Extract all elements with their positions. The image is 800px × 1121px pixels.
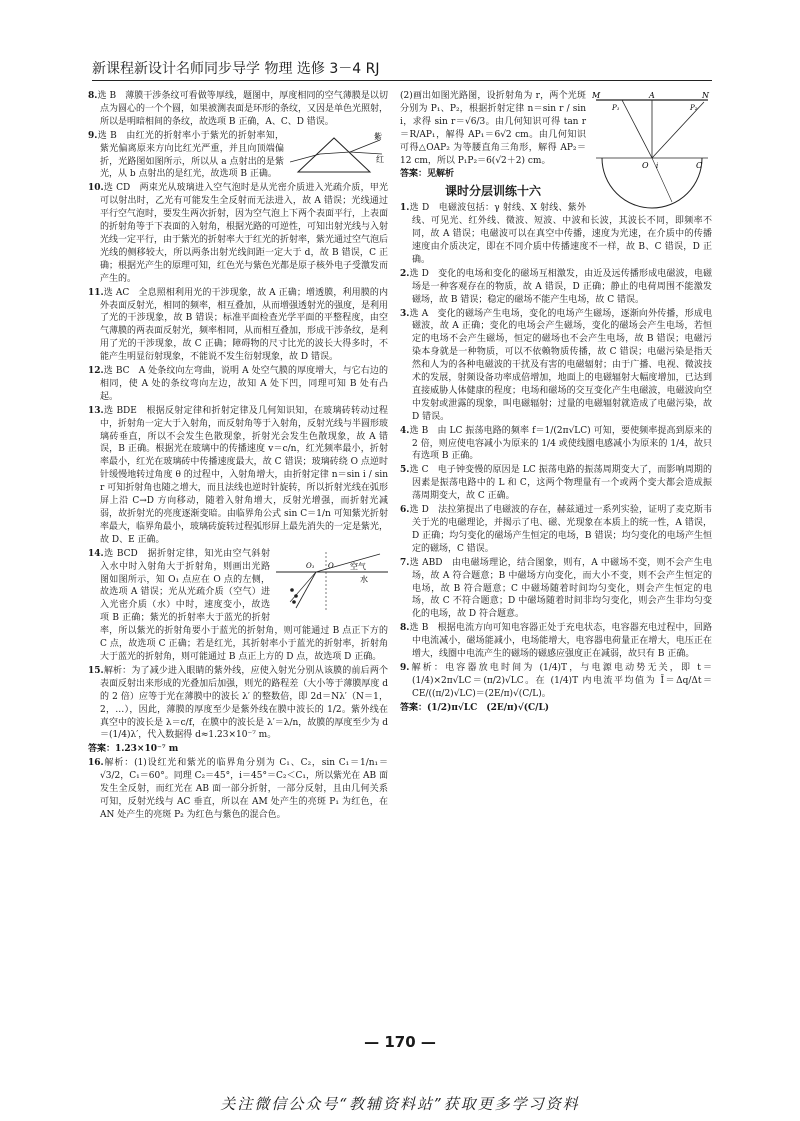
item-text: 选 C 电子钟变慢的原因是 LC 振荡电路的振荡周期变大了，而影响周期的因素是振荡电路中的 L 和 C，这两个物理量有一个或两个变大都会造成振荡周期变大，故 C 正确。 [409,465,712,502]
item-number: 9. [400,662,410,673]
item-number: 12. [88,366,104,377]
item-text: 解析：电容器放电时间为 (1/4)T，与电源电动势无关，即 t＝(1/4)×2π√LC＝(π/2)√LC。在 (1/4)T 内电流平均值为 Ī＝Δq/Δt＝CE/((π/2)√LC)＝(2E/π)√(C/L)。 [409,662,712,699]
item-number: 16. [88,758,104,769]
item-number: 1. [400,203,410,214]
item-number: 7. [400,557,410,568]
answer-item-12 [88,365,388,404]
footer-note: 关注微信公众号“教辅资料站”获取更多学习资料 [220,1095,580,1113]
left-column [88,90,388,823]
fig14-label-water: 水 [360,574,368,584]
answer-item-r9 [400,662,712,701]
answer-item-r5 [400,464,712,503]
item-number: 9. [88,130,98,141]
header-rule [92,80,712,81]
answer-item-9 [88,130,388,182]
answer-item-11 [88,287,388,364]
semicircle-figure [592,92,712,212]
item-text: 选 B 根据电流方向可知电容器正处于充电状态，电容器充电过程中，回路中电流减小，磁场能减小，电场能增大，电容器电荷量正在增大，电压正在增大，线圈中电流产生的磁场的磁感应强度正在减弱，故只有 B 正确。 [409,623,712,660]
page-number: — 170 — [364,1033,436,1051]
item-number: 13. [88,405,104,416]
item-text: 解析：(1)设红光和紫光的临界角分别为 C₁、C₂，sin C₁＝1/n₁＝√3/2，C₁＝60°。同理 C₂＝45°，i＝45°＝C₂＜C₁，所以紫光在 AB 面发生全反射，而红光在 AB 面一部分折射，一部分反射，且由几何关系可知，反射光线与 AC 垂直，所以在 AM 处产生的亮斑 P₁ 为红色，在 AN 处产生的亮斑 P₂ 为红色与紫色的混合色。 [100,758,388,820]
item-number: 10. [88,183,104,194]
fig16-label-C: C [696,161,703,170]
item-number: 8. [88,91,98,101]
answer-item-8 [88,90,388,129]
fig16-label-P2: P₂ [690,104,698,112]
fig14-label-o: O [328,561,334,570]
fig16-label-N: N [702,92,709,100]
fig9-label-red: 红 [376,154,384,164]
fig14-label-o1: O₁ [306,561,315,570]
running-header: 新课程新设计名师同步导学 物理 选修 3－4 RJ [92,61,380,77]
item-text: 选 BDE 根据反射定律和折射定律及几何知识知，在玻璃砖转动过程中，折射角一定大于入射角，而反射角等于入射角，反射光线与半圆形玻璃砖垂直，所以不会发生色散现象，折射光会发生色散现象，故 A 错误，B 正确。根据光在玻璃中的传播速度 v＝c/n，红光频率最小，折射率最小，红光在玻璃砖中传播速度最大，故 C 错误；玻璃砖绕 O 点逆时针缓慢地转过角度 θ 的过程中，入射角增大，由折射定律 n＝sin i / sin r 可知折射角也随之增大，而且法线也逆时针旋转，所以折射光线在弧形屏上沿 C→D 方向移动，随着入射角增大，反射光增强，而折射光减弱，故折射光的亮度逐渐变暗。由临界角公式 sin C＝1/n 可知紫光折射率最大，临界角最小，玻璃砖旋转过程弧形屏上最先消失的一定是紫光，故 D、E 正确。 [100,405,389,545]
answer-item-r6 [400,504,712,556]
item-text: 选 B 由 LC 振荡电路的频率 f＝1/(2π√LC) 可知，要使频率提高到原来的 2 倍，则应使电容减小为原来的 1/4 或使线圈电感减小为原来的 1/4，故只有选项 B 正确。 [409,425,712,462]
fig16-label-i: i [656,162,659,170]
fig14-label-air: 空气 [350,561,366,571]
item-text: 选 B 由红光的折射率小于紫光的折射率知，紫光偏离原来方向比红光严重，并且向顶端偏折，光路图如图所示，所以从 a 点射出的是紫光，从 b 点射出的是红光，故选项 B 正确。 [97,130,284,180]
fig16-label-A: A [649,92,655,100]
fig9-label-violet: 紫 [374,131,382,141]
item-number: 4. [400,425,410,436]
item-text: 选 AC 全息照相利用光的干涉现象，故 A 正确；增透膜，利用膜的内外表面反射光，相同的频率，相互叠加，从而增强透射光的强度，是利用了光的干涉现象，故 B 错误；标准平面检查光学平面的平整程度，由空气薄膜的两表面反射光，频率相同，从而相互叠加，形成干涉条纹，是利用了光的干涉现象，故 C 正确；障碍物的尺寸比光的波长大得多时，不能产生明显衍射现象，不能说不发生衍射现象，故 D 错误。 [100,287,389,363]
item-number: 11. [88,287,104,298]
item-text: 选 A 变化的磁场产生电场，变化的电场产生磁场，逐渐向外传播，形成电磁波，故 A 正确；变化的电场会产生磁场，变化的磁场会产生电场，若恒定的电场不会产生磁场，恒定的磁场也不会产生电场，故 B 错误；电磁污染本身就是一种物质，可以不依赖物质传播，故 C 错误；电磁污染是指天然和人为的各种电磁波的干扰及有害的电磁辐射；由于广播、电视、微波技术的发展，射频设备功率成倍增加，地面上的电磁辐射大幅度增加，已达到直接威胁人体健康的程度；电场和磁场的交互变化产生电磁波，电磁波向空中发射或泄露的现象，叫电磁辐射；过量的电磁辐射就造成了电磁污染，故 D 错误。 [409,308,712,422]
right-column [400,90,712,716]
item-text: 选 D 变化的电场和变化的磁场互相激发，由近及远传播形成电磁波，电磁场是一种客观存在的物质，故 A 错误，D 正确；静止的电荷周围不能激发磁场，故 B 错误；稳定的磁场不能产生电场，故 C 错误。 [409,268,712,305]
item-text: 选 D 法拉第提出了电磁波的存在，赫兹通过一系列实验，证明了麦克斯韦关于光的电磁理论，并揭示了电、磁、光现象在本质上的统一性，A 错误，D 正确；均匀变化的磁场产生恒定的电场，B 错误；均匀变化的电场产生恒定的磁场，C 错误。 [409,505,712,554]
item-text: 选 BCD 据折射定律，知光由空气斜射入水中时入射角大于折射角，则画出光路图如图所示，知 O₁ 点应在 O 点的左侧，故选项 A 错误；光从光疏介质（空气）进入光密介质（水）中时，速度变小，故选项 B 正确；紫光的折射率大于蓝光的折射率，所以紫光的折射角要小于蓝光的折射角，则可能通过 B 点正下方的 C 点，故选项 C 正确；若是红光，其折射率小于蓝光的折射率，折射角大于蓝光的折射角，则可能通过 B 点正上方的 D 点，故选项 D 正确。 [100,548,388,662]
answer-15-final: 答案：1.23×10⁻⁷ m [88,744,179,755]
item-text: 选 D 电磁波包括：γ 射线、X 射线、紫外线、可见光、红外线、微波、短波、中波和长波，其波长不同，即频率不同，故 A 错误；电磁波可以在真空中传播，速度为光速，在介质中的传播速度由介质决定，即在不同介质中传播速度不一样，故 B、C 错误，D 正确。 [409,203,712,265]
answer-item-r3 [400,308,712,424]
answer-r9-final: 答案：(1/2)π√LC (2E/π)√(C/L) [400,702,550,713]
item-number: 8. [400,623,410,634]
item-number: 5. [400,465,410,476]
item-number: 15. [88,665,104,676]
item-number: 6. [400,505,410,516]
item-number: 2. [400,268,410,279]
item-text: 选 B 薄膜干涉条纹可看做等厚线，题图中，厚度相同的空气薄膜是以切点为圆心的一个个圆，如果被测表面是环形的条纹，又因是单色光照射，所以是明暗相间的条纹，故选项 B 正确，A、C、D 错误。 [97,91,389,127]
item-text: 选 BC A 处条纹向左弯曲，说明 A 处空气膜的厚度增大，与它右边的相同，使 A 处的条纹弯向左边，故知 A 处下凹，同理可知 B 处有凸起。 [100,366,388,402]
answer-item-r4 [400,425,712,464]
refraction-figure [276,550,388,612]
item-text: (2)画出如图光路图，设折射角为 r，两个光斑分别为 P₁、P₂，根据折射定律 n＝sin r / sin i，求得 sin r＝√6/3。由几何知识可得 tan r＝R/AP₁，解得 AP₁＝6√2 cm。由几何知识可得△OAP₂ 为等腰直角三角形，解得 AP₂＝12 cm，所以 P₁P₂＝6(√2＋2) cm。 [400,91,586,166]
answer-item-10 [88,182,388,285]
item-text: 解析：为了减少进入眼睛的紫外线，应使入射光分别从该膜的前后两个表面反射出来形成的光叠加后加强，则光的路程差（大小等于薄膜厚度 d 的 2 倍）应等于光在薄膜中的波长 λ′ 的整数倍，即 2d＝Nλ′（N＝1，2，…），因此，薄膜的厚度至少是紫外线在膜中波长的 1/2。紫外线在真空中的波长是 λ＝c/f，在膜中的波长是 λ′＝λ/n，故膜的厚度至少为 d＝(1/4)λ′，代入数据得 d≈1.23×10⁻⁷ m。 [100,665,388,741]
answer-item-14 [88,548,388,664]
answer-item-15 [88,665,388,742]
answer-item-13 [88,405,388,547]
fig16-label-O: O [642,161,649,170]
fig16-label-M: M [592,92,601,100]
item-number: 14. [88,548,104,559]
answer-item-16-part2 [400,90,712,170]
answer-16-final: 答案：见解析 [400,169,455,180]
section-title: 课时分层训练十六 [444,184,541,199]
prism-figure [290,132,388,178]
item-text: 选 CD 两束光从玻璃进入空气泡时是从光密介质进入光疏介质，甲光可以射出时，乙光有可能发生全反射而无法进入，故 A 错误；光线通过平行空气泡时，要发生两次折射，因为空气泡上下两个表面平行，上表面的折射角等于下表面的入射角，根据光路的可逆性，可知出射光线与入射光线一定平行，由于紫光的折射率大于红光的折射率，紫光通过空气泡后光线的侧移较大，所以两条出射光线间距一定大于 d，故 B 错误，C 正确；根据光产生的原理可知，红色光与紫色光都是原子核外电子受激发而产生的。 [100,183,389,284]
answer-item-r8 [400,622,712,661]
answer-item-16 [88,757,388,822]
answer-item-r2 [400,268,712,307]
item-text: 选 ABD 由电磁场理论，结合图象，则有，A 中磁场不变，则不会产生电场，故 A 符合题意；B 中磁场方向变化，而大小不变，则不会产生恒定的电场，故 B 符合题意；C 中磁场随着时间均匀变化，则会产生恒定的电场，故 C 不符合题意；D 中磁场随着时间非均匀变化，则会产生非均匀变化的电场，故 D 符合题意。 [409,557,712,620]
answer-item-r7 [400,557,712,622]
item-number: 3. [400,308,410,319]
fig16-label-P1: P₁ [612,104,620,112]
